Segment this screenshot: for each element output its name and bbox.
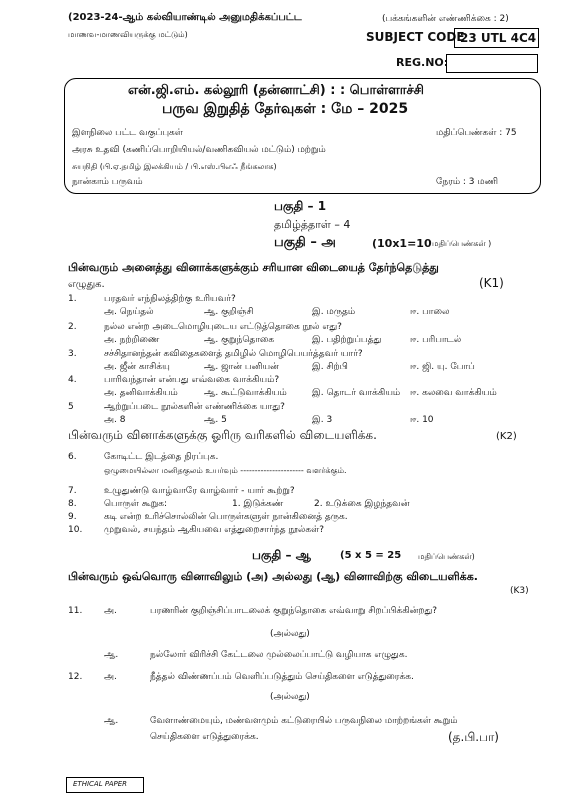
q4-option-c: இ. தொடர் வாக்கியம்	[312, 388, 401, 398]
q8-text: பொருள் கூறுக:	[104, 499, 168, 509]
part-heading: பகுதி – 1	[274, 199, 327, 213]
section-b-level: (K3)	[510, 586, 529, 596]
section-b-title: பகுதி – ஆ	[252, 548, 311, 562]
q3-option-b: ஆ. ஜான் பனியன்	[204, 362, 279, 372]
q7-number: 7.	[68, 486, 77, 496]
q10-number: 10.	[68, 525, 83, 535]
semester: நான்காம் பருவம்	[72, 177, 143, 187]
q11a-text: பரணரின் குறிஞ்சிப்பாடலைக் குறுந்தொகை எவ்வாறு சிறப்பிக்கின்றது?	[150, 606, 438, 616]
q1-option-d: ஈ. பாலை	[410, 307, 450, 317]
q4-option-b: ஆ. கூட்டுவாக்கியம்	[204, 388, 287, 398]
q6-sub: ஒழுமையில்லா மனிதகுலம் உயர்வும் ---------------------- வளர்க்கும்.	[104, 466, 347, 475]
q2-text: நல்ல என்ற அடைமொழியுடைய எட்டுத்தொகை நூல் எது?	[104, 322, 342, 332]
paper-title: தமிழ்த்தாள் – 4	[274, 218, 351, 231]
q4-number: 4.	[68, 375, 77, 385]
q12b-text-2: செய்திகளை எடுத்துரைக்க.	[150, 732, 259, 742]
q3-option-a: அ. ஜீன் காசிக்யு	[104, 362, 170, 372]
q8-term-1: 1. இடுக்கண்	[232, 499, 284, 509]
q5-number: 5	[68, 402, 74, 412]
section-a-instruction: பின்வரும் அனைத்து வினாக்களுக்கும் சரியான விடையைத் தேர்ந்தெடுத்து	[68, 261, 439, 274]
q12a-label: அ.	[104, 672, 117, 682]
q10-text: முறுவல், சயந்தம் ஆகியவை எத்துறைசார்ந்த நூல்கள்?	[104, 525, 325, 535]
reg-no-box	[446, 54, 538, 73]
ethical-paper-stamp	[66, 777, 144, 793]
reg-no-label: REG.NO:	[396, 56, 449, 69]
q4-option-a: அ. தனிவாக்கியம்	[104, 388, 178, 398]
q5-option-d: ஈ. 10	[410, 415, 434, 425]
exam-title: பருவ இறுதித் தேர்வுகள் : மே – 2025	[162, 101, 409, 117]
q2-option-b: ஆ. குறுந்தொகை	[204, 335, 275, 345]
total-marks: மதிப்பெண்கள் : 75	[436, 128, 517, 138]
subject-code-box	[454, 28, 539, 48]
q1-option-c: இ. மருதம்	[312, 307, 356, 317]
q2-option-a: அ. நற்றிணை	[104, 335, 160, 345]
q7-text: உழுதுண்டு வாழ்வாரே வாழ்வார் - யார் கூற்று?	[104, 486, 295, 496]
stream-line-2: சுயநிதி (பி.ஏ.தமிழ் இலக்கியம் / பி.எஸ்.பிஎஃ நீங்கலாக)	[72, 162, 277, 171]
please-turn-over: (த.பி.பா)	[448, 730, 499, 744]
section-b-marks-suffix: மதிப்பெண்கள்)	[418, 552, 475, 561]
subject-code-label: SUBJECT CODE	[366, 30, 465, 44]
q2-option-d: ஈ. பரிபாடல்	[410, 335, 462, 345]
section-b-instruction: பின்வரும் ஒவ்வொரு வினாவிலும் (அ) அல்லது (ஆ) வினாவிற்கு விடையளிக்க.	[68, 570, 478, 583]
stream-line-1: அரசு உதவி (கணிப்பொறியியல்/வணிகவியல் மட்டும்) மற்றும்	[72, 145, 326, 155]
section-a-level: (K1)	[479, 276, 504, 290]
section-a-marks: (10x1=10	[372, 237, 432, 250]
q3-text: சச்சிதானந்தன் கவிதைகளைத் தமிழில் மொழிபெயர்த்தவர் யார்?	[104, 349, 363, 359]
q12b-text-1: வேளாண்மையும், மண்வளமும் கட்டுரையில் பருவநிலை மாற்றங்கள் கூறும்	[150, 716, 458, 726]
q1-option-b: ஆ. குறிஞ்சி	[204, 307, 254, 317]
section-a-instruction-2: எழுதுக.	[68, 279, 105, 290]
q5-option-c: இ. 3	[312, 415, 333, 425]
q5-option-b: ஆ. 5	[204, 415, 227, 425]
section-a-marks-suffix: மதிப்பெண்கள் )	[432, 239, 492, 248]
q4-option-d: ஈ. கலவை வாக்கியம்	[410, 388, 497, 398]
q4-text: பாரிவந்தான் என்பது எவ்வகை வாக்கியம்?	[104, 375, 280, 385]
q12-number: 12.	[68, 672, 83, 682]
or-separator-1: (அல்லது)	[270, 629, 310, 639]
class-name: இளநிலை பட்ட வகுப்புகள்	[72, 128, 183, 138]
batch-note-2: மாணவ-மாணவியருக்கு மட்டும்)	[68, 30, 188, 39]
section-a-instruction-k2: பின்வரும் வினாக்களுக்கு ஓரிரு வரிகளில் விடையளிக்க.	[68, 428, 377, 442]
q1-option-a: அ. நெய்தல்	[104, 307, 154, 317]
section-a-title: பகுதி – அ	[274, 235, 336, 250]
q11a-label: அ.	[104, 606, 117, 616]
q12b-label: ஆ.	[104, 716, 119, 726]
q11-number: 11.	[68, 606, 83, 616]
or-separator-2: (அல்லது)	[270, 692, 310, 702]
q3-number: 3.	[68, 349, 77, 359]
q9-text: கடி என்ற உரிச்சொல்லின் பொருள்களுள் நான்கினைத் தருக.	[104, 512, 348, 522]
q6-text: கோடிட்ட இடத்தை நிரப்புக.	[104, 452, 219, 462]
q5-option-a: அ. 8	[104, 415, 126, 425]
q5-text: ஆற்றுப்படை நூல்களின் எண்ணிக்கை யாது?	[104, 402, 285, 412]
q12a-text: நீத்தல் விண்ணப்பம் வெளிப்படுத்தும் செய்திகளை எடுத்துரைக்க.	[150, 672, 414, 682]
q1-text: பரதவர் எந்நிலத்திற்கு உரியவர்?	[104, 294, 236, 304]
q3-option-d: ஈ. ஜி. யு. போப்	[410, 362, 475, 372]
q3-option-c: இ. சிற்பி	[312, 362, 348, 372]
q6-number: 6.	[68, 452, 77, 462]
college-name: என்.ஜி.எம். கல்லூரி (தன்னாட்சி) : : பொள்ளாச்சி	[128, 83, 424, 98]
q2-number: 2.	[68, 322, 77, 332]
page-count: (பக்கங்களின் எண்ணிக்கை : 2)	[382, 14, 509, 24]
q1-number: 1.	[68, 294, 77, 304]
q2-option-c: இ. பதிற்றுப்பத்து	[312, 335, 382, 345]
section-b-marks: (5 x 5 = 25	[340, 550, 402, 561]
q11b-label: ஆ.	[104, 650, 119, 660]
q8-term-2: 2. உடுக்கை இழந்தவன்	[314, 499, 410, 509]
batch-note: (2023-24-ஆம் கல்வியாண்டில் அனுமதிக்கப்பட்ட	[68, 12, 302, 23]
q9-number: 9.	[68, 512, 77, 522]
q11b-text: நல்லோர் விரிச்சி கேட்டலை முல்லைப்பாட்டு வழியாக எழுதுக.	[150, 650, 408, 660]
section-a-level-k2: (K2)	[496, 431, 517, 442]
duration: நேரம் : 3 மணி	[436, 177, 499, 187]
subject-code: 23 UTL 4C4	[460, 31, 537, 45]
q8-number: 8.	[68, 499, 77, 509]
ethical-paper-text: ETHICAL PAPER	[73, 780, 127, 788]
